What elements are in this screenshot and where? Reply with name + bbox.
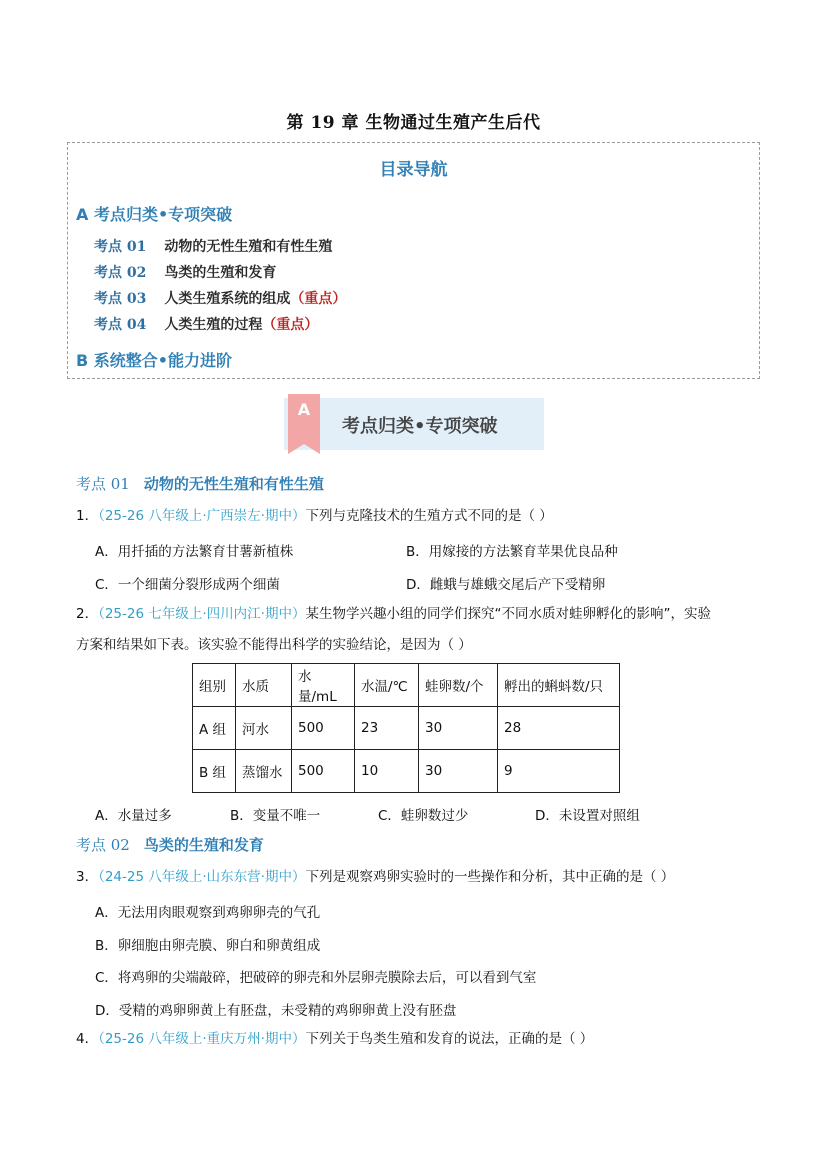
- section-num: 考点 02: [76, 836, 130, 854]
- toc-item-text: 人类生殖的过程: [164, 317, 263, 333]
- question-1: [76, 508, 553, 524]
- table-header-cell: 蛙卵数/个: [419, 664, 498, 707]
- question-stem: 下列与克隆技术的生殖方式不同的是（ ）: [305, 508, 553, 524]
- question-index: 2．: [76, 606, 99, 622]
- option-c: C．将鸡卵的尖端敲碎，把破碎的卵壳和外层卵壳膜除去后，可以看到气室: [95, 970, 537, 986]
- table-cell: A 组: [193, 707, 236, 750]
- section-title-1: [76, 473, 324, 494]
- table-row: [193, 750, 620, 793]
- experiment-table: [192, 663, 620, 793]
- table-cell: B 组: [193, 750, 236, 793]
- table-header-cell: 组别: [193, 664, 236, 707]
- toc-item-text: 人类生殖系统的组成: [164, 291, 291, 307]
- toc-item-num: 考点 01: [94, 239, 147, 255]
- table-cell: 30: [419, 750, 498, 793]
- option-d: D．雌蛾与雄蛾交尾后产下受精卵: [406, 577, 606, 593]
- table-cell: 23: [355, 707, 419, 750]
- option-d: D．未设置对照组: [535, 808, 640, 824]
- toc-item-1[interactable]: [94, 236, 332, 256]
- question-3: [76, 869, 674, 885]
- toc-item-text: 鸟类的生殖和发育: [164, 265, 277, 281]
- toc-item-num: 考点 02: [94, 265, 147, 281]
- banner-letter: A: [297, 400, 311, 419]
- toc-heading: 目录导航: [379, 160, 448, 180]
- option-b: B．变量不唯一: [230, 808, 321, 824]
- option-c: C．蛙卵数过少: [378, 808, 469, 824]
- page-title: 第 19 章 生物通过生殖产生后代: [286, 113, 541, 133]
- option-b: B．卵细胞由卵壳膜、卵白和卵黄组成: [95, 938, 321, 954]
- question-2-stem-line2: 方案和结果如下表。该实验不能得出科学的实验结论，是因为（ ）: [76, 637, 472, 653]
- toc-section-b[interactable]: B 系统整合•能力进阶: [76, 351, 232, 370]
- table-header-cell: 水温/℃: [355, 664, 419, 707]
- question-stem: 某生物学兴趣小组的同学们探究“不同水质对蛙卵孵化的影响”，实验: [305, 606, 711, 622]
- section-text: 鸟类的生殖和发育: [143, 836, 264, 854]
- option-d: D．受精的鸡卵卵黄上有胚盘，未受精的鸡卵卵黄上没有胚盘: [95, 1003, 457, 1019]
- question-source: （25-26 八年级上·广西崇左·期中）: [98, 508, 306, 524]
- option-b: B．用嫁接的方法繁育苹果优良品种: [406, 544, 618, 560]
- toc-box: [67, 142, 760, 379]
- banner-text: 考点归类•专项突破: [342, 416, 498, 437]
- question-4: [76, 1031, 593, 1047]
- toc-item-key: （重点）: [262, 317, 319, 333]
- question-source: （24-25 八年级上·山东东营·期中）: [98, 869, 306, 885]
- table-cell: 10: [355, 750, 419, 793]
- option-c: C．一个细菌分裂形成两个细菌: [95, 577, 280, 593]
- toc-item-key: （重点）: [290, 291, 347, 307]
- toc-item-4[interactable]: [94, 314, 318, 334]
- question-stem: 下列是观察鸡卵实验时的一些操作和分析，其中正确的是（ ）: [305, 869, 675, 885]
- question-source: （25-26 七年级上·四川内江·期中）: [98, 606, 306, 622]
- table-header-cell: 孵出的蝌蚪数/只: [498, 664, 620, 707]
- toc-section-a[interactable]: A 考点归类•专项突破: [76, 205, 233, 224]
- question-source: （25-26 八年级上·重庆万州·期中）: [98, 1031, 306, 1047]
- section-title-2: [76, 834, 264, 855]
- question-index: 4．: [76, 1031, 99, 1047]
- toc-item-3[interactable]: [94, 288, 346, 308]
- table-cell: 30: [419, 707, 498, 750]
- table-row: [193, 707, 620, 750]
- table-cell: 28: [498, 707, 620, 750]
- table-header-row: [193, 664, 620, 707]
- table-cell: 河水: [236, 707, 292, 750]
- question-index: 3．: [76, 869, 99, 885]
- question-2: [76, 606, 711, 622]
- toc-item-num: 考点 03: [94, 291, 147, 307]
- table-header-cell: 水质: [236, 664, 292, 707]
- table-cell: 9: [498, 750, 620, 793]
- section-text: 动物的无性生殖和有性生殖: [143, 475, 324, 493]
- table-cell: 蒸馏水: [236, 750, 292, 793]
- table-cell: 500: [292, 707, 355, 750]
- section-banner: [284, 398, 544, 450]
- option-a: A．用扦插的方法繁育甘薯新植株: [95, 544, 294, 560]
- question-index: 1．: [76, 508, 99, 524]
- table-header-cell: 水量/mL: [292, 664, 355, 707]
- toc-item-text: 动物的无性生殖和有性生殖: [164, 239, 333, 255]
- option-a: A．无法用肉眼观察到鸡卵卵壳的气孔: [95, 905, 321, 921]
- question-stem: 下列关于鸟类生殖和发育的说法，正确的是（ ）: [305, 1031, 594, 1047]
- section-num: 考点 01: [76, 475, 130, 493]
- option-a: A．水量过多: [95, 808, 172, 824]
- toc-item-2[interactable]: [94, 262, 276, 282]
- toc-item-num: 考点 04: [94, 317, 147, 333]
- table-cell: 500: [292, 750, 355, 793]
